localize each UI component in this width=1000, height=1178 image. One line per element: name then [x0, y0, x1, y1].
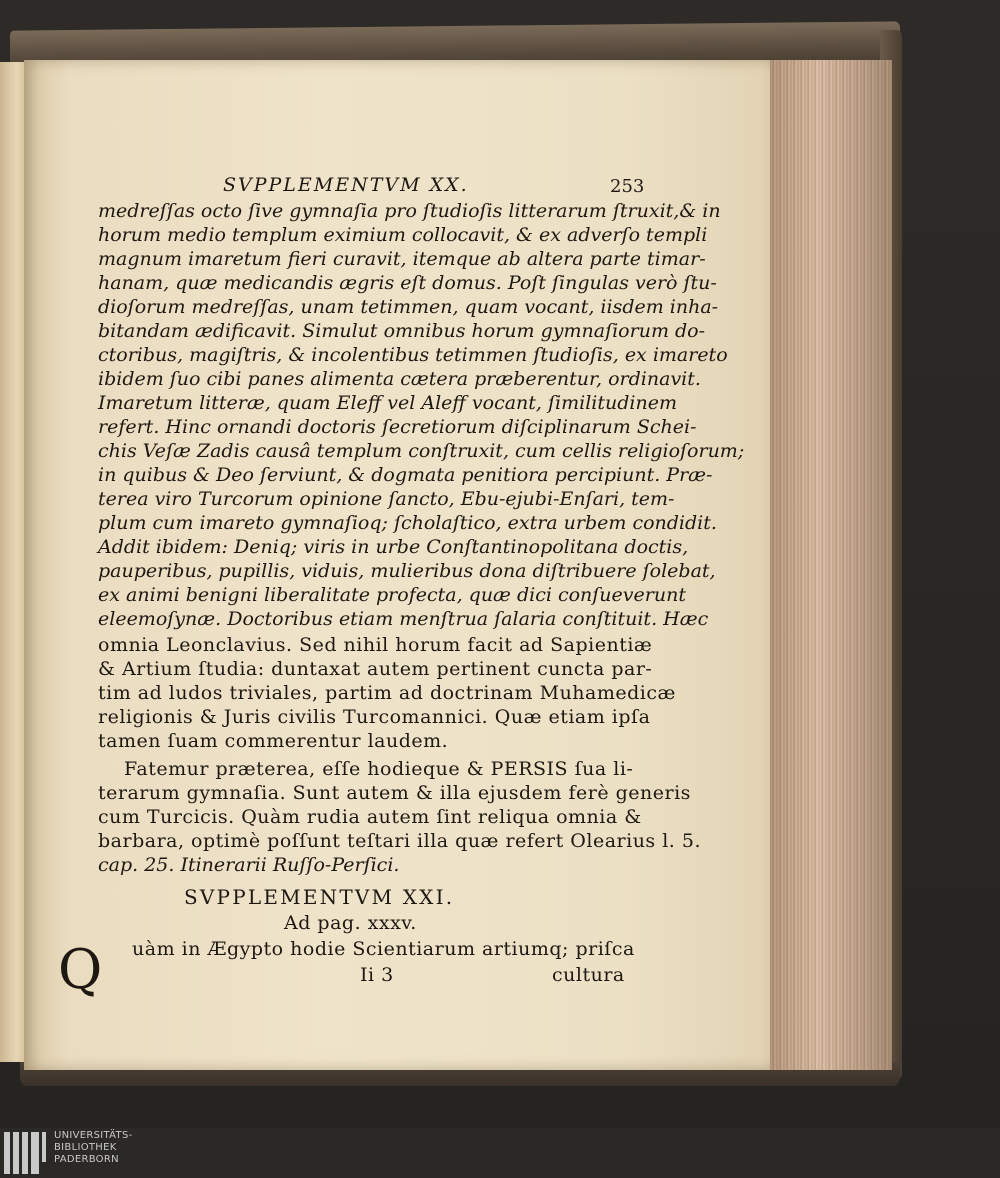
text-line: in quibus & Deo ſerviunt, & dogmata penitiora percipiunt. Præ-	[98, 464, 713, 486]
signature-mark: Ii 3	[360, 964, 394, 986]
library-logo-icon	[4, 1132, 48, 1174]
text-line: ctoribus, magiſtris, & incolentibus tetimmen ſtudioſis, ex imareto	[98, 344, 728, 366]
text-line: pauperibus, pupillis, viduis, mulieribus dona diſtribuere ſolebat,	[98, 560, 716, 582]
text-line: dioſorum medreſſas, unam tetimmen, quam vocant, iisdem inha-	[98, 296, 719, 318]
text-line: cum Turcicis. Quàm rudia autem ſint reliqua omnia &	[98, 806, 642, 828]
library-logo-text	[54, 1130, 133, 1166]
text-line: horum medio templum eximium collocavit, & ex adverſo templi	[98, 224, 708, 246]
text-line: bitandam ædificavit. Simulut omnibus horum gymnaſiorum do-	[98, 320, 706, 342]
text-line-after-drop-cap: uàm in Ægypto hodie Scientiarum artiumq; priſca	[132, 938, 635, 960]
section-reference: Ad pag. xxxv.	[284, 912, 417, 934]
section-title: SVPPLEMENTVM XXI.	[184, 885, 455, 909]
book-page	[24, 60, 770, 1070]
text-line: Addit ibidem: Deniq; viris in urbe Conſtantinopolitana doctis,	[98, 536, 689, 558]
text-line: terea viro Turcorum opinione ſancto, Ebu-ejubi-Enſari, tem-	[98, 488, 675, 510]
page-number: 253	[610, 176, 645, 197]
text-line: ibidem ſuo cibi panes alimenta cætera præberentur, ordinavit.	[98, 368, 701, 390]
text-line: cap. 25. Itinerarii Ruſſo-Perſici.	[98, 854, 400, 876]
text-line: plum cum imareto gymnaſioq; ſcholaſtico, extra urbem condidit.	[98, 512, 717, 534]
logo-line-3: PADERBORN	[54, 1154, 119, 1165]
text-line: barbara, optimè poſſunt teſtari illa quæ refert Olearius l. 5.	[98, 830, 702, 852]
page-stack-edge	[768, 60, 892, 1070]
text-line: omnia Leonclavius. Sed nihil horum facit ad Sapientiæ	[98, 634, 653, 656]
text-line: religionis & Juris civilis Turcomannici. Quæ etiam ipſa	[98, 706, 651, 728]
text-line: medreſſas octo ſive gymnaſia pro ſtudioſis litterarum ſtruxit,& in	[98, 200, 721, 222]
text-line: Fatemur præterea, eſſe hodieque & PERSIS ſua li-	[124, 758, 634, 780]
text-line: refert. Hinc ornandi doctoris ſecretiorum diſciplinarum Schei-	[98, 416, 697, 438]
drop-cap: Q	[58, 938, 103, 1001]
text-line: magnum imaretum fieri curavit, itemque ab altera parte timar-	[98, 248, 706, 270]
text-line: eleemoſynæ. Doctoribus etiam menſtrua ſalaria conſtituit. Hæc	[98, 608, 709, 630]
logo-line-2: BIBLIOTHEK	[54, 1142, 117, 1153]
running-header: SVPPLEMENTVM XX.	[223, 174, 469, 196]
text-line: tamen ſuam commerentur laudem.	[98, 730, 449, 752]
text-line: hanam, quæ medicandis ægris eſt domus. Poſt ſingulas verò ſtu-	[98, 272, 717, 294]
text-line: terarum gymnaſia. Sunt autem & illa ejusdem ferè generis	[98, 782, 691, 804]
text-line: tim ad ludos triviales, partim ad doctrinam Muhamedicæ	[98, 682, 676, 704]
logo-line-1: UNIVERSITÄTS-	[54, 1130, 133, 1141]
footer-bar	[0, 1128, 1000, 1178]
text-line: & Artium ſtudia: duntaxat autem pertinent cuncta par-	[98, 658, 653, 680]
text-line: ex animi benigni liberalitate profecta, quæ dici conſueverunt	[98, 584, 686, 606]
left-page-edge	[0, 62, 25, 1062]
text-line: Imaretum litteræ, quam Eleff vel Aleff vocant, ſimilitudinem	[98, 392, 677, 414]
catchword: cultura	[552, 964, 625, 986]
text-line: chis Veſæ Zadis causâ templum conſtruxit, cum cellis religioſorum;	[98, 440, 745, 462]
